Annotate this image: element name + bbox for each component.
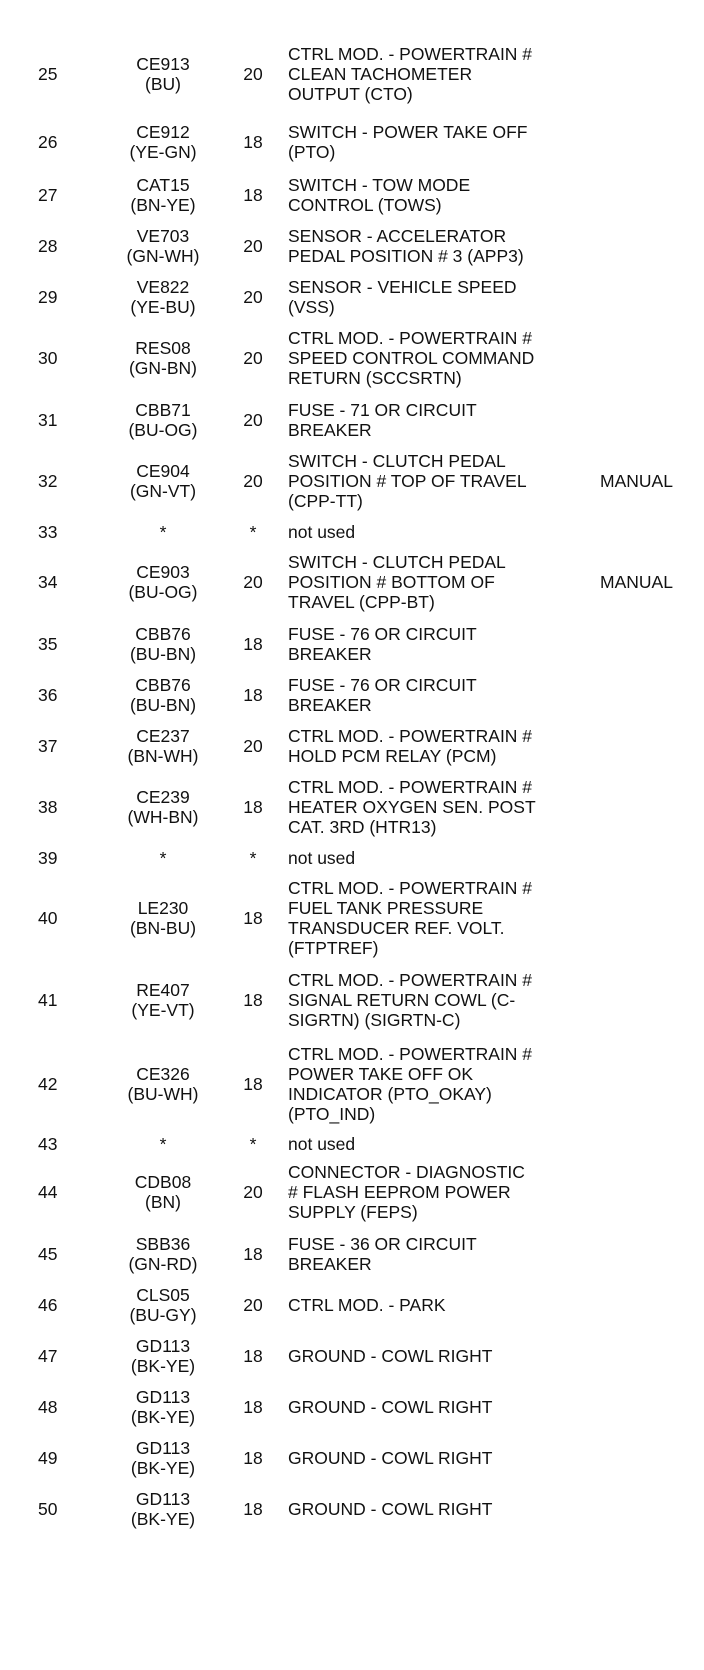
description-text: GROUND - COWL RIGHT <box>288 1345 493 1366</box>
wire-cell <box>108 843 218 872</box>
pin-number: 48 <box>38 1396 58 1417</box>
description-text: CTRL MOD. - POWERTRAIN # SIGNAL RETURN COWL (C- SIGRTN) (SIGRTN-C) <box>288 970 533 1030</box>
transmission-note <box>600 1330 704 1381</box>
wire-gauge: 18 <box>243 797 263 817</box>
description-text: SENSOR - VEHICLE SPEED (VSS) <box>288 276 517 317</box>
wire-cell <box>108 1132 218 1156</box>
table-row <box>0 322 704 394</box>
circuit-description <box>288 1279 600 1330</box>
circuit-description <box>288 394 600 445</box>
wire-color: (BU-OG) <box>128 419 198 440</box>
table-row <box>0 271 704 322</box>
table-row <box>0 843 704 872</box>
pin-number: 37 <box>38 735 58 756</box>
description-text: FUSE - 36 OR CIRCUIT BREAKER <box>288 1233 477 1274</box>
wire-color: (WH-BN) <box>127 807 199 827</box>
pin-table <box>0 34 704 1535</box>
wire-cell <box>108 669 218 720</box>
wire-color: (BU-GY) <box>129 1304 197 1325</box>
pin-number: 29 <box>38 286 58 307</box>
wire-color: (BU-BN) <box>129 643 197 664</box>
wire-cell <box>108 1483 218 1535</box>
wire-cell <box>108 114 218 169</box>
pin-number: 30 <box>38 348 58 368</box>
circuit-code: * <box>159 521 167 542</box>
circuit-code: CE326 <box>136 1064 190 1084</box>
wire-gauge: 18 <box>243 990 263 1010</box>
description-text: not used <box>288 1134 356 1154</box>
wire-gauge: 20 <box>243 286 263 307</box>
pin-number: 26 <box>38 131 58 152</box>
table-row <box>0 394 704 445</box>
wire-color: (BU-OG) <box>128 582 198 602</box>
circuit-description <box>288 669 600 720</box>
table-row <box>0 1381 704 1432</box>
wire-color: (BN-YE) <box>130 194 196 215</box>
description-text: not used <box>288 521 356 542</box>
wire-cell <box>108 394 218 445</box>
circuit-description <box>288 720 600 771</box>
circuit-description <box>288 1036 600 1132</box>
transmission-note <box>600 964 704 1036</box>
pin-number: 38 <box>38 797 58 817</box>
circuit-description <box>288 843 600 872</box>
wire-color: (BU-BN) <box>129 694 197 715</box>
description-text: not used <box>288 847 356 868</box>
wire-gauge: 20 <box>243 409 263 430</box>
description-text: GROUND - COWL RIGHT <box>288 1396 493 1417</box>
wire-gauge: 18 <box>243 633 263 654</box>
table-row <box>0 114 704 169</box>
pin-number: 32 <box>38 471 58 491</box>
description-text: SWITCH - CLUTCH PEDAL POSITION # TOP OF TRAVEL (CPP-TT) <box>288 451 527 511</box>
circuit-code: * <box>159 1134 167 1154</box>
wire-gauge: 18 <box>243 184 263 205</box>
pin-number: 31 <box>38 409 58 430</box>
wire-gauge: 20 <box>243 348 263 368</box>
wire-cell <box>108 322 218 394</box>
circuit-description <box>288 34 600 114</box>
wire-cell <box>108 169 218 220</box>
wire-cell <box>108 1432 218 1483</box>
wire-cell <box>108 1279 218 1330</box>
transmission-note <box>600 322 704 394</box>
wire-color: (BK-YE) <box>130 1355 196 1376</box>
wire-color: (BK-YE) <box>130 1406 196 1427</box>
transmission-note <box>600 271 704 322</box>
description-text: FUSE - 71 OR CIRCUIT BREAKER <box>288 399 477 440</box>
circuit-code: LE230 <box>137 898 189 918</box>
wire-cell <box>108 872 218 964</box>
table-row <box>0 720 704 771</box>
transmission-note <box>600 669 704 720</box>
pin-number: 47 <box>38 1345 58 1366</box>
transmission-note <box>600 1036 704 1132</box>
circuit-description <box>288 1483 600 1535</box>
wire-gauge: 18 <box>243 1396 263 1417</box>
description-text: CTRL MOD. - POWERTRAIN # HEATER OXYGEN SEN. POST CAT. 3RD (HTR13) <box>288 777 536 837</box>
wire-gauge: 20 <box>243 471 263 491</box>
wire-cell <box>108 771 218 843</box>
circuit-code: CBB71 <box>135 399 191 420</box>
pin-number: 27 <box>38 184 58 205</box>
circuit-description <box>288 220 600 271</box>
table-row <box>0 669 704 720</box>
circuit-description <box>288 771 600 843</box>
pin-number: 50 <box>38 1499 58 1519</box>
wire-gauge: 18 <box>243 908 263 928</box>
description-text: CTRL MOD. - POWERTRAIN # HOLD PCM RELAY (PCM) <box>288 725 533 766</box>
wire-cell <box>108 220 218 271</box>
circuit-code: GD113 <box>135 1437 191 1458</box>
wire-color: (BN-BU) <box>129 918 197 938</box>
description-text: GROUND - COWL RIGHT <box>288 1447 493 1468</box>
description-text: CTRL MOD. - POWERTRAIN # POWER TAKE OFF OK INDICATOR (PTO_OKAY) (PTO_IND) <box>288 1044 533 1124</box>
circuit-code: CE903 <box>136 562 190 582</box>
circuit-description <box>288 1156 600 1228</box>
wire-gauge: 20 <box>243 572 263 592</box>
wire-gauge: 20 <box>243 735 263 756</box>
table-row <box>0 964 704 1036</box>
table-row <box>0 1330 704 1381</box>
wire-gauge: 18 <box>243 1243 263 1264</box>
wire-color: (GN-VT) <box>129 481 197 501</box>
table-row <box>0 1279 704 1330</box>
circuit-code: CE904 <box>136 461 190 481</box>
circuit-code: CBB76 <box>135 674 191 695</box>
wire-color: (GN-BN) <box>128 358 198 378</box>
circuit-description <box>288 114 600 169</box>
transmission-note <box>600 771 704 843</box>
wire-color: (BK-YE) <box>130 1509 196 1529</box>
transmission-note <box>600 1432 704 1483</box>
table-row <box>0 1036 704 1132</box>
pin-number: 40 <box>38 908 58 928</box>
circuit-description <box>288 1132 600 1156</box>
circuit-code: GD113 <box>135 1335 191 1356</box>
circuit-description <box>288 1381 600 1432</box>
circuit-description <box>288 517 600 546</box>
pin-number: 44 <box>38 1182 58 1202</box>
description-text: CONNECTOR - DIAGNOSTIC # FLASH EEPROM POWER SUPPLY (FEPS) <box>288 1162 525 1222</box>
circuit-code: SBB36 <box>135 1233 191 1254</box>
circuit-description <box>288 169 600 220</box>
description-text: SWITCH - TOW MODE CONTROL (TOWS) <box>288 174 471 215</box>
wire-cell <box>108 34 218 114</box>
circuit-description <box>288 445 600 517</box>
table-row <box>0 546 704 618</box>
wire-color: (BU) <box>145 74 181 94</box>
wire-color: (GN-RD) <box>128 1253 198 1274</box>
circuit-code: CE913 <box>136 54 190 74</box>
description-text: SENSOR - ACCELERATOR PEDAL POSITION # 3 (APP3) <box>288 225 524 266</box>
wire-gauge: 20 <box>243 64 263 84</box>
transmission-note <box>600 1132 704 1156</box>
wire-cell <box>108 517 218 546</box>
circuit-code: RES08 <box>135 338 191 358</box>
transmission-note <box>600 618 704 669</box>
pin-number: 36 <box>38 684 58 705</box>
table-row <box>0 1432 704 1483</box>
description-text: CTRL MOD. - POWERTRAIN # FUEL TANK PRESSURE TRANSDUCER REF. VOLT. (FTPTREF) <box>288 878 533 958</box>
circuit-code: CLS05 <box>136 1284 190 1305</box>
transmission-note <box>600 1279 704 1330</box>
circuit-code: GD113 <box>135 1386 191 1407</box>
table-row <box>0 445 704 517</box>
circuit-code: RE407 <box>136 980 190 1000</box>
wire-cell <box>108 618 218 669</box>
description-text: CTRL MOD. - POWERTRAIN # SPEED CONTROL COMMAND RETURN (SCCSRTN) <box>288 328 535 388</box>
wire-gauge: 20 <box>243 1182 263 1202</box>
description-text: FUSE - 76 OR CIRCUIT BREAKER <box>288 623 477 664</box>
pin-number: 28 <box>38 235 58 256</box>
wire-color: (BN) <box>145 1192 181 1212</box>
pin-number: 33 <box>38 521 58 542</box>
wire-color: (YE-VT) <box>131 1000 195 1020</box>
wire-color: (YE-GN) <box>129 141 197 162</box>
circuit-description <box>288 271 600 322</box>
transmission-note <box>600 394 704 445</box>
transmission-note <box>600 517 704 546</box>
table-row <box>0 220 704 271</box>
wire-cell <box>108 1330 218 1381</box>
table-row <box>0 1228 704 1279</box>
circuit-description <box>288 546 600 618</box>
wire-cell <box>108 1228 218 1279</box>
transmission-note <box>600 1156 704 1228</box>
wire-gauge: 20 <box>243 235 263 256</box>
wire-cell <box>108 1381 218 1432</box>
pin-number: 49 <box>38 1447 58 1468</box>
transmission-note <box>600 720 704 771</box>
description-text: CTRL MOD. - PARK <box>288 1294 446 1315</box>
transmission-note <box>600 114 704 169</box>
table-row <box>0 169 704 220</box>
table-row <box>0 517 704 546</box>
pin-number: 42 <box>38 1074 58 1094</box>
transmission-note <box>600 1483 704 1535</box>
pin-number: 35 <box>38 633 58 654</box>
wire-gauge: 18 <box>243 131 263 152</box>
description-text: SWITCH - CLUTCH PEDAL POSITION # BOTTOM OF TRAVEL (CPP-BT) <box>288 552 506 612</box>
wire-color: (YE-BU) <box>130 296 196 317</box>
table-row <box>0 618 704 669</box>
transmission-note <box>600 1381 704 1432</box>
wire-cell <box>108 1156 218 1228</box>
wire-cell <box>108 445 218 517</box>
circuit-description <box>288 964 600 1036</box>
circuit-code: VE822 <box>136 276 190 297</box>
pin-number: 41 <box>38 990 58 1010</box>
circuit-code: CE912 <box>136 121 190 142</box>
wire-gauge: 18 <box>243 1499 263 1519</box>
wire-gauge: 18 <box>243 1345 263 1366</box>
circuit-code: VE703 <box>136 225 190 246</box>
table-row <box>0 34 704 114</box>
circuit-code: * <box>159 847 167 868</box>
wire-color: (BK-YE) <box>130 1457 196 1478</box>
pin-number: 43 <box>38 1134 58 1154</box>
circuit-code: CBB76 <box>135 623 191 644</box>
transmission-note <box>600 34 704 114</box>
circuit-code: CE237 <box>136 725 190 746</box>
wire-cell <box>108 720 218 771</box>
description-text: GROUND - COWL RIGHT <box>288 1499 493 1519</box>
circuit-code: GD113 <box>135 1489 191 1509</box>
pin-rows <box>0 34 704 1535</box>
wire-cell <box>108 964 218 1036</box>
circuit-code: CE239 <box>136 787 190 807</box>
circuit-description <box>288 1330 600 1381</box>
description-text: CTRL MOD. - POWERTRAIN # CLEAN TACHOMETER OUTPUT (CTO) <box>288 44 533 104</box>
pin-number: 45 <box>38 1243 58 1264</box>
circuit-description <box>288 1432 600 1483</box>
circuit-description <box>288 1228 600 1279</box>
transmission-note <box>600 1228 704 1279</box>
circuit-description <box>288 322 600 394</box>
wire-color: (BN-WH) <box>127 745 199 766</box>
pin-number: 46 <box>38 1294 58 1315</box>
description-text: SWITCH - POWER TAKE OFF (PTO) <box>288 121 528 162</box>
transmission-note: MANUAL <box>600 471 673 491</box>
wire-gauge: 18 <box>243 1074 263 1094</box>
wire-gauge: 18 <box>243 684 263 705</box>
wire-cell <box>108 1036 218 1132</box>
table-row <box>0 872 704 964</box>
wire-color: (GN-WH) <box>126 245 200 266</box>
transmission-note: MANUAL <box>600 572 673 592</box>
wire-gauge: * <box>249 521 257 542</box>
circuit-description <box>288 872 600 964</box>
circuit-code: CDB08 <box>134 1172 192 1192</box>
wire-cell <box>108 271 218 322</box>
description-text: FUSE - 76 OR CIRCUIT BREAKER <box>288 674 477 715</box>
transmission-note <box>600 220 704 271</box>
table-row <box>0 1156 704 1228</box>
wire-gauge: * <box>249 847 257 868</box>
wire-gauge: 20 <box>243 1294 263 1315</box>
wire-color: (BU-WH) <box>127 1084 199 1104</box>
wire-cell <box>108 546 218 618</box>
pin-number: 25 <box>38 64 58 84</box>
pin-number: 39 <box>38 847 58 868</box>
table-row <box>0 1483 704 1535</box>
pin-number: 34 <box>38 572 58 592</box>
transmission-note <box>600 169 704 220</box>
transmission-note <box>600 872 704 964</box>
circuit-description <box>288 618 600 669</box>
wire-gauge: * <box>249 1134 257 1154</box>
wire-gauge: 18 <box>243 1447 263 1468</box>
table-row <box>0 1132 704 1156</box>
table-row <box>0 771 704 843</box>
circuit-code: CAT15 <box>136 174 190 195</box>
transmission-note <box>600 843 704 872</box>
